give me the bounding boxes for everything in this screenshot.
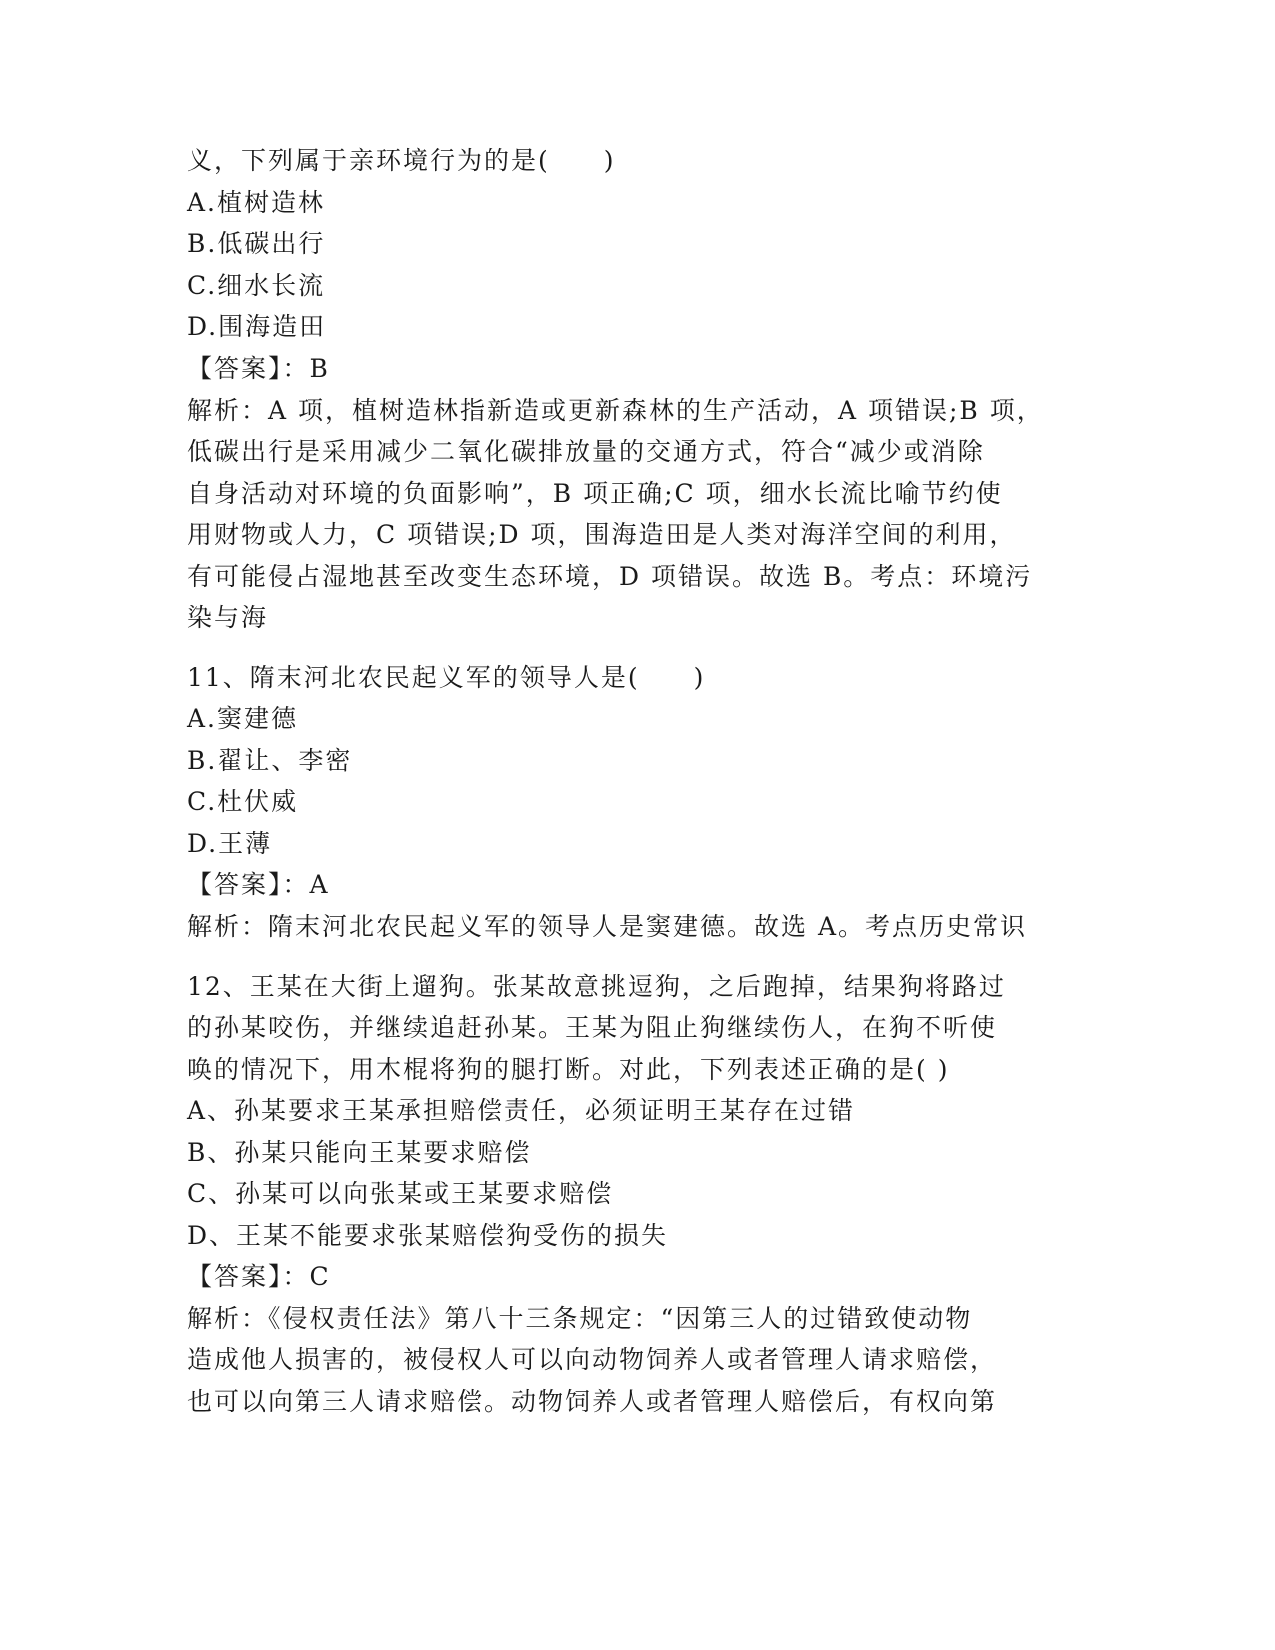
q10-analysis-line-6: 染与海 <box>187 603 269 632</box>
q10-analysis-line-2: 低碳出行是采用减少二氧化碳排放量的交通方式，符合“减少或消除 <box>187 437 985 466</box>
q12-option-d: D、王某不能要求张某赔偿狗受伤的损失 <box>187 1221 669 1250</box>
q12-answer: 【答案】：C <box>187 1262 331 1291</box>
q12-analysis-line-2: 造成他人损害的，被侵权人可以向动物饲养人或者管理人请求赔偿， <box>187 1345 998 1374</box>
q11-analysis-line-1: 解析：隋末河北农民起义军的领导人是窦建德。故选 A。考点历史常识 <box>187 912 1028 941</box>
q11-option-c: C.杜伏威 <box>187 787 299 816</box>
q10-stem-tail: 义，下列属于亲环境行为的是( ) <box>187 146 616 175</box>
q10-analysis-line-3: 自身活动对环境的负面影响”，B 项正确;C 项，细水长流比喻节约使 <box>187 479 1003 508</box>
q11-option-b: B.翟让、李密 <box>187 746 353 775</box>
q10-option-d: D.围海造田 <box>187 312 327 341</box>
q12-analysis-line-3: 也可以向第三人请求赔偿。动物饲养人或者管理人赔偿后，有权向第 <box>187 1387 998 1416</box>
q12-option-a: A、孙某要求王某承担赔偿责任，必须证明王某存在过错 <box>187 1096 856 1125</box>
q10-analysis-line-1: 解析：A 项，植树造林指新造或更新森林的生产活动，A 项错误;B 项， <box>187 396 1044 425</box>
q10-answer: 【答案】：B <box>187 354 330 383</box>
q12-option-b: B、孙某只能向王某要求赔偿 <box>187 1138 532 1167</box>
q12-analysis-line-1: 解析：《侵权责任法》第八十三条规定：“因第三人的过错致使动物 <box>187 1304 973 1333</box>
q12-stem-line-1: 12、王某在大街上遛狗。张某故意挑逗狗，之后跑掉，结果狗将路过 <box>187 972 1006 1001</box>
q11-answer: 【答案】：A <box>187 870 330 899</box>
q11-option-d: D.王薄 <box>187 829 273 858</box>
q10-option-b: B.低碳出行 <box>187 229 326 258</box>
q12-stem-line-3: 唤的情况下，用木棍将狗的腿打断。对此，下列表述正确的是( ) <box>187 1055 950 1084</box>
q11-option-a: A.窦建德 <box>187 704 299 733</box>
q10-option-c: C.细水长流 <box>187 271 326 300</box>
q10-analysis-line-5: 有可能侵占湿地甚至改变生态环境，D 项错误。故选 B。考点：环境污 <box>187 562 1033 591</box>
q12-stem-line-2: 的孙某咬伤，并继续追赶孙某。王某为阻止狗继续伤人，在狗不听使 <box>187 1013 998 1042</box>
q12-option-c: C、孙某可以向张某或王某要求赔偿 <box>187 1179 614 1208</box>
q10-option-a: A.植树造林 <box>187 188 326 217</box>
q11-stem: 11、隋末河北农民起义军的领导人是( ) <box>187 663 706 692</box>
q10-analysis-line-4: 用财物或人力，C 项错误;D 项，围海造田是人类对海洋空间的利用， <box>187 520 1017 549</box>
